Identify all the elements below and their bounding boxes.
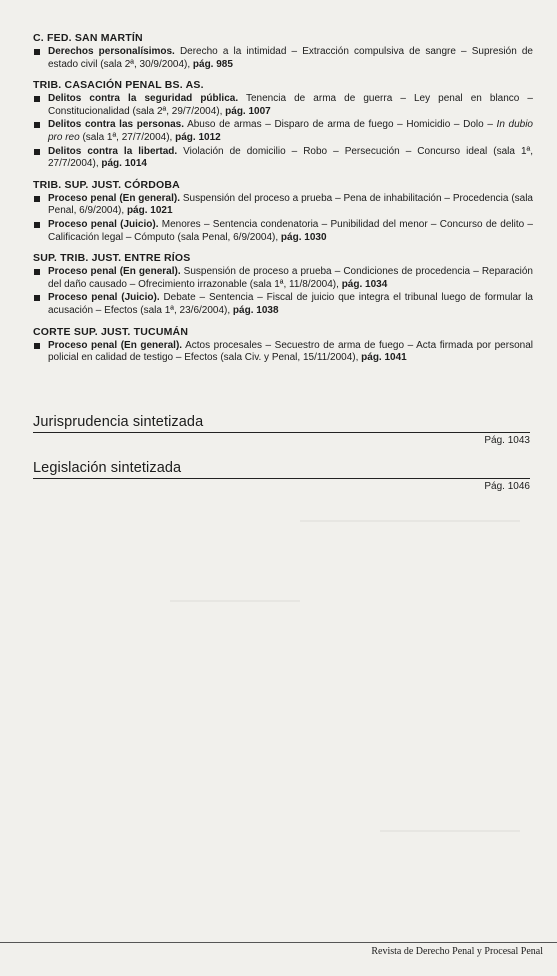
bullet-square-icon: [34, 343, 40, 349]
section-heading-row: [33, 414, 530, 446]
index-entry: [33, 93, 533, 118]
entry-topic: Proceso penal (Juicio).: [48, 292, 160, 304]
entry-text: Suspensión del proceso a prueba – Pena de inhabilitación – Procedencia (sala Penal, 6/9/2004),: [48, 192, 533, 217]
bullet-square-icon: [34, 49, 40, 55]
bullet-square-icon: [34, 269, 40, 275]
entry-page: pág. 1038: [232, 304, 279, 316]
index-entry: [33, 146, 533, 171]
entry-text: Debate – Sentencia – Fiscal de juicio que integra el tribunal luego de formular la acusación – Efectos (sala 1ª, 23/6/2004),: [48, 292, 533, 316]
bullet-square-icon: [34, 295, 40, 301]
entry-text: Abuso de armas – Disparo de arma de fuego – Homicidio – Dolo –: [183, 119, 497, 131]
entry-page: pág. 1012: [175, 131, 221, 143]
entry-topic: Proceso penal (En general).: [48, 266, 181, 278]
entry-italic: In dubio pro reo: [48, 119, 533, 143]
footer-rule: [0, 942, 557, 943]
entry-text-cont: (sala 1ª, 27/7/2004),: [79, 131, 176, 143]
bullet-square-icon: [34, 222, 40, 228]
entry-page: pág. 1014: [101, 158, 147, 170]
court-heading: CORTE SUP. JUST. TUCUMÁN: [33, 325, 189, 338]
entry-topic: Delitos contra la seguridad pública.: [48, 93, 239, 105]
entry-page: pág. 1041: [361, 352, 407, 364]
entry-page: pág. 985: [192, 58, 233, 70]
entry-topic: Proceso penal (En general).: [48, 339, 183, 351]
bleed-through-mark: [170, 600, 300, 602]
section-title: Legislación sintetizada: [33, 460, 182, 476]
index-entry: [33, 193, 533, 218]
bleed-through-mark: [300, 520, 520, 522]
index-entry: [33, 266, 533, 291]
entry-page: pág. 1034: [341, 278, 388, 290]
section-page-ref: Pág. 1046: [484, 481, 530, 492]
entry-text: Menores – Sentencia condenatoria – Punibilidad del menor – Concurso de delito – Calificación legal – Cómputo (sala Penal, 6/9/2004),: [48, 218, 533, 243]
entry-topic: Delitos contra las personas.: [48, 119, 184, 131]
entry-text: Actos procesales – Secuestro de arma de fuego – Acta firmada por personal policial en calidad de testigo – Efectos (sala Civ. y Penal, 15/11/2004),: [48, 339, 533, 364]
entry-list: [33, 340, 533, 365]
index-entry: [33, 119, 533, 144]
index-entry: [33, 340, 533, 365]
entry-topic: Proceso penal (Juicio).: [48, 218, 159, 230]
section-heading-row: [33, 460, 530, 492]
entry-topic: Derechos personalísimos.: [48, 46, 175, 57]
section-page-ref: Pág. 1043: [484, 435, 530, 446]
entry-text: Suspensión de proceso a prueba – Condiciones de procedencia – Reparación del daño causado – Ofrecimiento irrazonable (sala 1ª, 11/8/2004),: [48, 266, 533, 290]
entry-topic: Proceso penal (En general).: [48, 192, 180, 204]
court-heading: SUP. TRIB. JUST. ENTRE RÍOS: [33, 252, 191, 265]
bullet-square-icon: [34, 96, 40, 102]
bleed-through-mark: [380, 830, 520, 832]
entry-page: pág. 1030: [280, 231, 327, 243]
entry-page: pág. 1021: [126, 205, 173, 217]
section-title: Jurisprudencia sintetizada: [33, 414, 204, 430]
entry-list: [33, 266, 533, 317]
journal-footer: Revista de Derecho Penal y Procesal Penal: [371, 946, 543, 957]
index-entry: [33, 219, 533, 244]
index-entry: [33, 46, 533, 71]
index-entry: [33, 292, 533, 317]
court-heading: C. FED. SAN MARTÍN: [33, 32, 143, 44]
entry-text: Tenencia de arma de guerra – Ley penal en blanco – Constitucionalidad (sala 2ª, 29/7/2004),: [48, 93, 533, 117]
court-heading: TRIB. CASACIÓN PENAL BS. AS.: [33, 79, 204, 92]
entry-list: [33, 46, 533, 71]
bullet-square-icon: [34, 149, 40, 155]
bullet-square-icon: [34, 196, 40, 202]
entry-text: Violación de domicilio – Robo – Persecución – Concurso ideal (sala 1ª, 27/7/2004),: [48, 145, 533, 170]
entry-topic: Delitos contra la libertad.: [48, 145, 178, 157]
court-heading: TRIB. SUP. JUST. CÓRDOBA: [33, 178, 180, 191]
entry-page: pág. 1007: [225, 105, 271, 117]
entry-list: [33, 193, 533, 244]
entry-list: [33, 93, 533, 171]
entry-text: Derecho a la intimidad – Extracción compulsiva de sangre – Supresión de estado civil (sala 2ª, 30/9/2004),: [48, 46, 533, 70]
index-content: [33, 32, 533, 373]
bullet-square-icon: [34, 122, 40, 128]
